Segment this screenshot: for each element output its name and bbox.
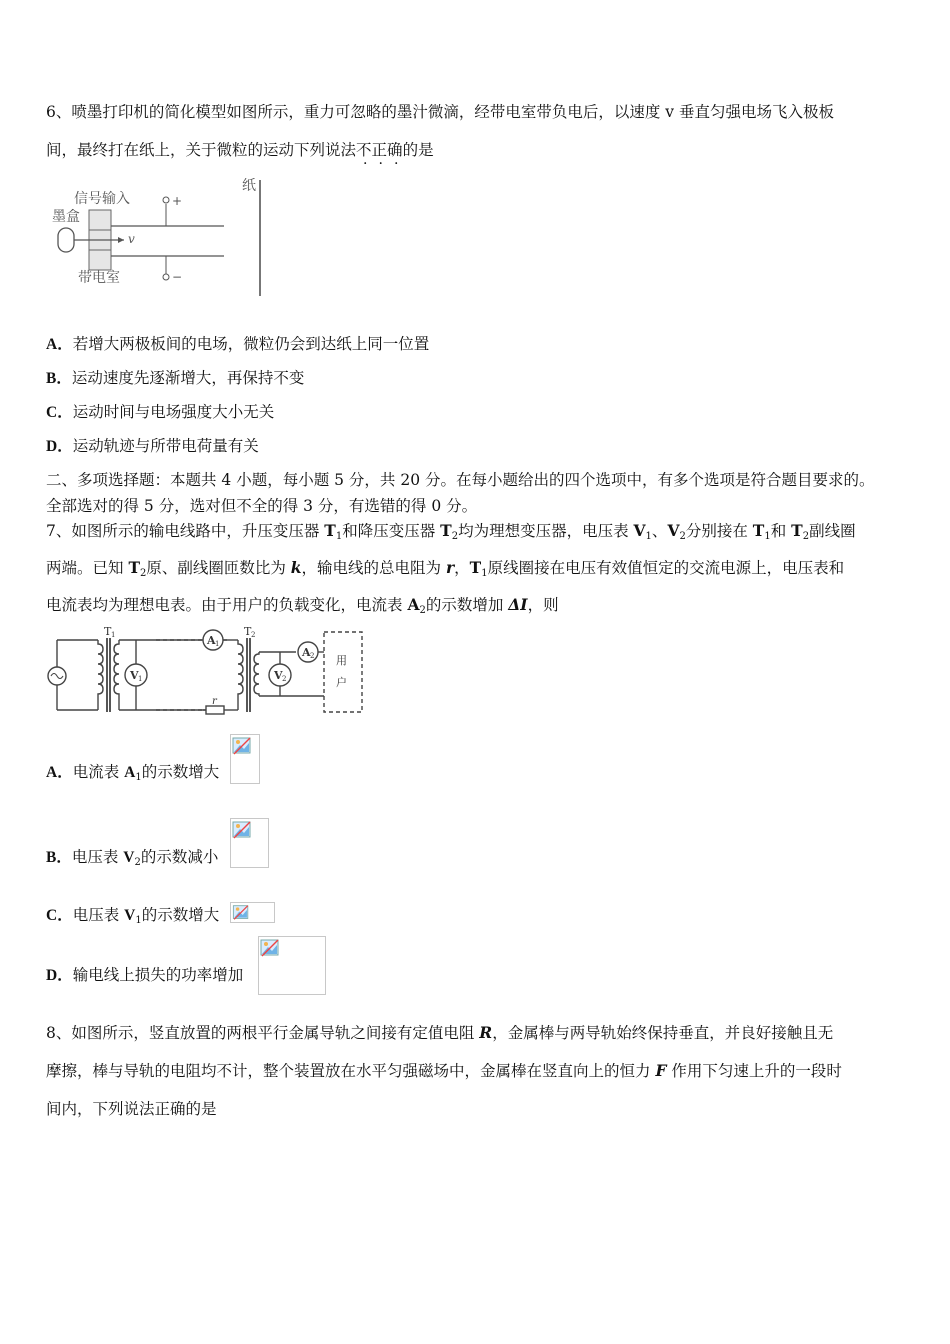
- svg-text:用: 用: [336, 654, 347, 667]
- ink-box-shape: [58, 228, 74, 252]
- negative-terminal: [163, 274, 169, 280]
- q8-stem-line2: 摩擦，棒与导轨的电阻均不计，整个装置放在水平匀强磁场中，金属棒在竖直向上的恒力 F 作用下匀速上升的一段时: [46, 1061, 842, 1080]
- q7-option-b: B．电压表 $V_2$的示数减小: [46, 848, 219, 868]
- q6-option-c: C．运动时间与电场强度大小无关: [46, 403, 275, 421]
- t1-secondary-coil: [114, 640, 119, 710]
- svg-text:A: A: [207, 634, 216, 647]
- svg-text:V: V: [274, 669, 283, 682]
- broken-image-placeholder: [230, 902, 275, 923]
- broken-image-icon: [232, 736, 252, 756]
- broken-image-icon: [232, 904, 250, 921]
- q7-option-a: A．电流表 $A_1$的示数增大: [46, 763, 220, 783]
- paper-label: 纸: [242, 178, 256, 194]
- svg-text:A: A: [302, 646, 311, 659]
- q6-stem-text: 的是: [402, 141, 434, 159]
- svg-text:V: V: [130, 669, 139, 682]
- q7-stem-line3: 电流表均为理想电表。由于用户的负载变化，电流表 $A_2$的示数增加 ΔI，则: [46, 595, 559, 616]
- svg-text:r: r: [212, 696, 217, 707]
- q7-stem-line2: 两端。已知 $T_2$原、副线圈匝数比为 k，输电线的总电阻为 r，$T_1$原线圈接在电压有效值恒定的交流电源上，电压表和: [46, 558, 845, 579]
- svg-text:2: 2: [310, 652, 315, 660]
- t1-primary-coil: [98, 640, 103, 710]
- section2-instructions-line1: 二、多项选择题：本题共 4 小题，每小题 5 分，共 20 分。在每小题给出的四个选项中，有多个选项是符合题目要求的。: [46, 471, 875, 489]
- q7-option-d: D．输电线上损失的功率增加: [46, 966, 244, 984]
- positive-terminal: [163, 197, 169, 203]
- svg-text:2: 2: [282, 675, 287, 683]
- broken-image-icon: [232, 820, 252, 840]
- q8-stem-line3: 间内，下列说法正确的是: [46, 1100, 217, 1118]
- broken-image-placeholder: [230, 734, 260, 784]
- charge-chamber-label: 带电室: [78, 270, 120, 286]
- section2-instructions-line2: 全部选对的得 5 分，选对但不全的得 3 分，有选错的得 0 分。: [46, 497, 478, 515]
- broken-image-placeholder: [230, 818, 269, 868]
- transmission-circuit-diagram: [46, 626, 366, 718]
- svg-text:1: 1: [215, 640, 220, 648]
- broken-image-icon: [260, 938, 280, 958]
- emphasis-char: 正: [371, 141, 388, 159]
- broken-image-placeholder: [258, 936, 326, 995]
- plus-sign: +: [172, 194, 183, 208]
- q6-option-a: A．若增大两极板间的电场，微粒仍会到达纸上同一位置: [46, 335, 430, 353]
- inkjet-printer-diagram: [46, 176, 276, 300]
- minus-sign: −: [172, 270, 183, 284]
- emphasis-char: 不: [356, 141, 372, 159]
- svg-text:户: 户: [336, 676, 347, 689]
- svg-text:T: T: [104, 626, 112, 638]
- emphasis-char: 确: [387, 141, 403, 159]
- q8-stem-line1: 8、如图所示，竖直放置的两根平行金属导轨之间接有定值电阻 R，金属棒与两导轨始终保持垂直，并良好接触且无: [46, 1023, 834, 1042]
- q7-stem-line1: 7、如图所示的输电线路中，升压变压器 $T_1$和降压变压器 $T_2$均为理想变压器，电压表 $V_1$、$V_2$分别接在 $T_1$和 $T_2$副线圈: [46, 521, 856, 542]
- q6-option-d: D．运动轨迹与所带电荷量有关: [46, 437, 259, 455]
- q7-option-c: C．电压表 $V_1$的示数增大: [46, 906, 220, 926]
- velocity-label: v: [128, 232, 135, 246]
- svg-text:1: 1: [138, 675, 143, 683]
- t2-secondary-coil: [254, 652, 259, 696]
- svg-text:1: 1: [111, 631, 116, 639]
- signal-input-label: 信号输入: [74, 191, 130, 207]
- q6-stem-line1: 6、喷墨打印机的简化模型如图所示，重力可忽略的墨汁微滴，经带电室带负电后，以速度 v 垂直匀强电场飞入极板: [46, 103, 834, 121]
- ink-box-label: 墨盒: [52, 209, 80, 225]
- user-load-box: [324, 632, 362, 712]
- svg-text:T: T: [244, 626, 252, 638]
- q6-stem-text: 间，最终打在纸上，关于微粒的运动下列说法: [46, 141, 357, 159]
- svg-text:2: 2: [251, 631, 256, 639]
- line-resistor-r: [206, 706, 224, 714]
- q6-stem-line2: [46, 140, 434, 160]
- q6-option-b: B．运动速度先逐渐增大，再保持不变: [46, 369, 305, 387]
- t2-primary-coil: [238, 640, 243, 710]
